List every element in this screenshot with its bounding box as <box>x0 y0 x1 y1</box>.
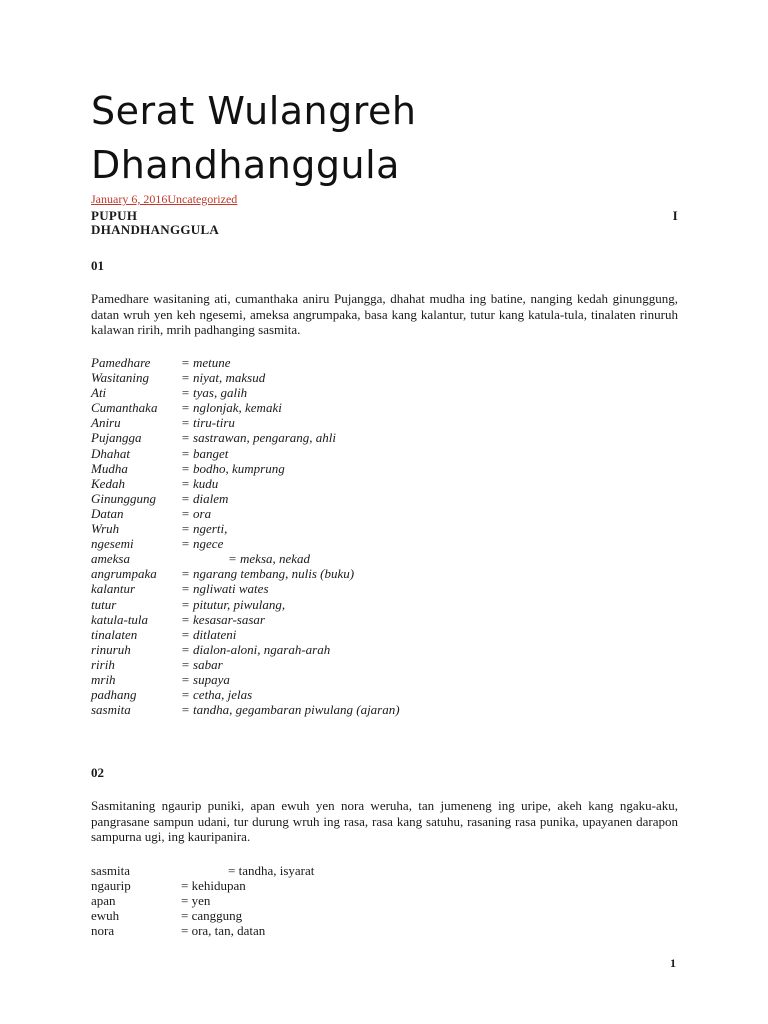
glossary-meaning: = banget <box>181 445 229 461</box>
pupuh-label: PUPUH <box>91 208 138 223</box>
glossary-meaning: = ngliwati wates <box>181 581 269 597</box>
glossary-word: tinalaten <box>91 626 138 642</box>
glossary-meaning: = yen <box>181 893 211 909</box>
glossary-meaning: = tandha, gegambaran piwulang (ajaran) <box>181 702 400 718</box>
post-meta-link[interactable]: January 6, 2016Uncategorized <box>91 192 238 206</box>
glossary-row <box>91 863 314 878</box>
glossary-word: Wasitaning <box>91 370 150 386</box>
glossary-meaning: = bodho, kumprung <box>181 460 285 476</box>
glossary-word: Pamedhare <box>91 355 151 370</box>
glossary-row <box>91 491 400 506</box>
glossary-word: Mudha <box>91 460 128 476</box>
glossary-row <box>91 551 400 566</box>
glossary-meaning: = ora, tan, datan <box>181 923 266 939</box>
glossary-meaning: = ora <box>181 505 212 521</box>
glossary-meaning: = kehidupan <box>181 878 246 894</box>
stanza-number: 01 <box>91 258 104 273</box>
glossary-meaning: = nglonjak, kemaki <box>181 400 282 416</box>
glossary-meaning: = supaya <box>181 671 230 687</box>
glossary-row <box>91 476 400 491</box>
glossary-meaning: = kudu <box>181 475 219 491</box>
pupuh-name: DHANDHANGGULA <box>91 222 220 237</box>
glossary-word: Cumanthaka <box>91 400 158 416</box>
glossary-meaning: = niyat, maksud <box>181 370 266 386</box>
glossary-list <box>91 863 314 938</box>
glossary-word: angrumpaka <box>91 566 157 582</box>
glossary-row <box>91 672 400 687</box>
glossary-row <box>91 370 400 385</box>
glossary-word: ameksa <box>91 551 130 567</box>
glossary-word: Dhahat <box>91 445 130 461</box>
glossary-row <box>91 908 314 923</box>
glossary-word: rinuruh <box>91 641 131 657</box>
document-title-line2: Dhandhanggula <box>91 143 400 187</box>
glossary-row <box>91 642 400 657</box>
glossary-meaning: = tiru-tiru <box>181 415 235 431</box>
glossary-word: nora <box>91 923 115 939</box>
glossary-word: Ati <box>91 385 107 401</box>
glossary-meaning: = tandha, isyarat <box>228 863 315 878</box>
glossary-word: apan <box>91 893 116 909</box>
glossary-row <box>91 521 400 536</box>
glossary-meaning: = dialon-aloni, ngarah-arah <box>181 641 331 657</box>
glossary-word: ewuh <box>91 908 120 924</box>
glossary-meaning: = kesasar-sasar <box>181 611 265 627</box>
glossary-word: Datan <box>91 505 124 521</box>
stanza-text: Sasmitaning ngaurip puniki, apan ewuh yen nora weruha, tan jumeneng ing uripe, akeh kang ngaku-aku, pangrasane sampun udani, tur durung wruh ing rasa, rasa kang satuhu, rasaning rasa punika, upayanen darapon sampurna ugi, ing kauripanira. <box>91 798 678 844</box>
glossary-row <box>91 581 400 596</box>
stanza-number: 02 <box>91 765 104 780</box>
glossary-meaning: = metune <box>181 355 231 370</box>
glossary-row <box>91 597 400 612</box>
glossary-word: Wruh <box>91 521 120 537</box>
page-number: 1 <box>670 956 676 970</box>
pupuh-roman-numeral: I <box>672 208 678 223</box>
glossary-word: Ginunggung <box>91 490 156 506</box>
glossary-word: padhang <box>91 687 137 703</box>
glossary-row <box>91 687 400 702</box>
glossary-word: ririh <box>91 656 115 672</box>
glossary-row <box>91 400 400 415</box>
glossary-row <box>91 566 400 581</box>
glossary-row <box>91 430 400 445</box>
glossary-meaning: = meksa, nekad <box>228 551 311 567</box>
glossary-word: Pujangga <box>91 430 142 446</box>
glossary-word: katula-tula <box>91 611 149 627</box>
glossary-row <box>91 893 314 908</box>
glossary-row <box>91 657 400 672</box>
glossary-word: sasmita <box>91 863 130 878</box>
glossary-meaning: = sabar <box>181 656 223 672</box>
glossary-meaning: = canggung <box>181 908 243 924</box>
glossary-meaning: = ngece <box>181 536 224 552</box>
glossary-meaning: = tyas, galih <box>181 385 248 401</box>
glossary-row <box>91 627 400 642</box>
glossary-row <box>91 923 314 938</box>
glossary-meaning: = dialem <box>181 490 229 506</box>
glossary-row <box>91 461 400 476</box>
glossary-meaning: = cetha, jelas <box>181 687 253 703</box>
document-title-line1: Serat Wulangreh <box>91 89 417 133</box>
glossary-word: Aniru <box>91 415 121 431</box>
glossary-meaning: = ngarang tembang, nulis (buku) <box>181 566 355 582</box>
glossary-word: sasmita <box>91 702 131 718</box>
glossary-meaning: = ditlateni <box>181 626 237 642</box>
glossary-meaning: = pitutur, piwulang, <box>181 596 286 612</box>
stanza-text: Pamedhare wasitaning ati, cumanthaka aniru Pujangga, dhahat mudha ing batine, nanging kedah ginunggung, datan wruh yen keh ngesemi, ameksa angrumpaka, basa kang kalantur, tutur kang katula-tula, tinalaten rinuruh kalawan ririh, mrih padhanging sasmita. <box>91 291 678 337</box>
glossary-word: tutur <box>91 596 117 612</box>
glossary-word: ngesemi <box>91 536 134 552</box>
glossary-row <box>91 612 400 627</box>
glossary-list <box>91 355 400 717</box>
glossary-row <box>91 506 400 521</box>
glossary-row <box>91 878 314 893</box>
glossary-word: kalantur <box>91 581 136 597</box>
glossary-row <box>91 446 400 461</box>
glossary-row <box>91 536 400 551</box>
glossary-row <box>91 702 400 717</box>
glossary-word: Kedah <box>91 475 125 491</box>
glossary-row <box>91 385 400 400</box>
glossary-meaning: = sastrawan, pengarang, ahli <box>181 430 337 446</box>
glossary-word: ngaurip <box>91 878 131 894</box>
glossary-row <box>91 415 400 430</box>
glossary-word: mrih <box>91 671 116 687</box>
glossary-meaning: = ngerti, <box>181 521 228 537</box>
glossary-row <box>91 355 400 370</box>
